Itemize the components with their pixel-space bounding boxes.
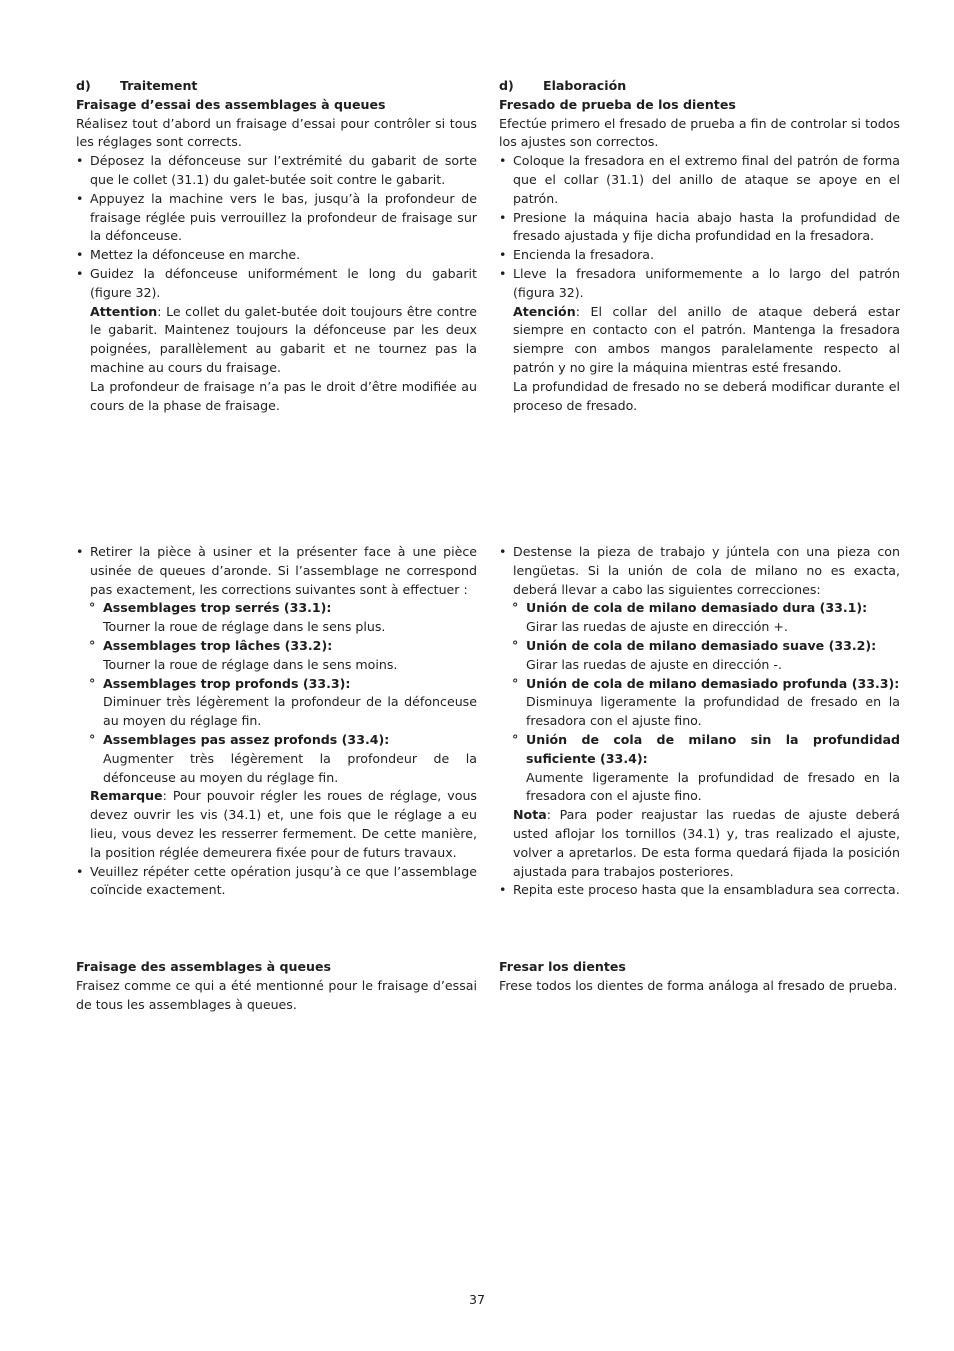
section-heading xyxy=(499,77,900,96)
correction-text: Disminuya ligeramente la profundidad de fresado en la fresadora con el ajuste fino. xyxy=(526,694,900,729)
bullet-item: • Veuillez répéter cette opération jusqu’à ce que l’assemblage coïncide exactement. xyxy=(76,863,477,901)
remark-note xyxy=(76,787,477,862)
attention-note xyxy=(76,303,477,378)
degree-marker: ° xyxy=(512,675,519,691)
es-section-processing xyxy=(499,77,900,415)
bullet-item: • Retirer la pièce à usiner et la présenter face à une pièce usinée de queues d’aronde. Si l’assemblage ne correspond pas exactement, les corrections suivantes sont à effectuer : xyxy=(76,543,477,599)
remark-text: : Para poder reajustar las ruedas de ajuste deberá usted aflojar los tornillos (34.1) y, tras realizado el ajuste, volver a apretarlos. De esta forma quedará fijada la posición ajustada para trabajos posteriores. xyxy=(513,807,900,879)
depth-note: La profondeur de fraisage n’a pas le droit d’être modifiée au cours de la phase de fraisage. xyxy=(90,378,477,413)
correction-text: Aumente ligeramente la profundidad de fresado en la fresadora con el ajuste fino. xyxy=(526,769,900,804)
bullet-item: • Encienda la fresadora. xyxy=(499,246,900,265)
section-heading xyxy=(76,77,477,96)
bullet-item: • Déposez la défonceuse sur l’extrémité du gabarit de sorte que le collet (31.1) du galet-butée soit contre le gabarit. xyxy=(76,152,477,190)
correction-title: Assemblages pas assez profonds (33.4): xyxy=(103,731,390,747)
degree-marker: ° xyxy=(89,637,96,653)
page-number: 37 xyxy=(468,1292,486,1307)
remark-label: Nota xyxy=(513,807,547,823)
fr-section-processing xyxy=(76,77,477,415)
paragraph: Fraisez comme ce qui a été mentionné pour le fraisage d’essai de tous les assemblages à queues. xyxy=(76,977,477,1012)
correction-item xyxy=(499,599,900,637)
correction-title: Unión de cola de milano demasiado suave (33.2): xyxy=(526,637,877,653)
attention-label: Atención xyxy=(513,303,576,319)
correction-title: Assemblages trop serrés (33.1): xyxy=(103,600,332,616)
correction-title: Unión de cola de milano demasiado dura (33.1): xyxy=(526,600,868,616)
correction-item xyxy=(76,599,477,637)
degree-marker: ° xyxy=(89,675,96,691)
section-title: Traitement xyxy=(120,78,198,93)
remark-text: : Pour pouvoir régler les roues de réglage, vous devez ouvrir les vis (34.1) et, une fois que le réglage a eu lieu, vous devez les resserrer fermement. De cette manière, la position réglée demeurera fixée pour de futurs travaux. xyxy=(90,788,477,860)
bullet-item: • Coloque la fresadora en el extremo final del patrón de forma que el collar (31.1) del anillo de ataque se apoye en el patrón. xyxy=(499,152,900,208)
degree-marker: ° xyxy=(512,731,519,747)
degree-marker: ° xyxy=(89,600,96,616)
correction-item xyxy=(499,675,900,731)
bullet-item: • Mettez la défonceuse en marche. xyxy=(76,246,477,265)
correction-title: Assemblages trop lâches (33.2): xyxy=(103,637,333,653)
intro-paragraph: Réalisez tout d’abord un fraisage d’essai pour contrôler si tous les réglages sont corrects. xyxy=(76,115,477,150)
fr-section-corrections xyxy=(76,543,477,900)
es-section-dovetail-milling xyxy=(499,958,900,996)
attention-text: : Le collet du galet-butée doit toujours être contre le gabarit. Maintenez toujours la défonceuse par les deux poignées, parallèlement au gabarit et ne tournez pas la machine au cours du fraisage. xyxy=(90,303,477,375)
correction-text: Girar las ruedas de ajuste en dirección +. xyxy=(526,619,788,635)
correction-title: Unión de cola de milano demasiado profunda (33.3): xyxy=(526,675,900,691)
section-title: Elaboración xyxy=(543,78,627,93)
es-section-corrections xyxy=(499,543,900,900)
attention-text: : El collar del anillo de ataque deberá estar siempre en contacto con el patrón. Mantenga la fresadora siempre con ambos mangos paralelamente respecto al patrón y no gire la máquina mientras esté fresando. xyxy=(513,303,900,375)
degree-marker: ° xyxy=(512,637,519,653)
correction-title: Unión de cola de milano sin la profundidad suficiente (33.4): xyxy=(526,731,900,766)
correction-item xyxy=(76,675,477,731)
subheading: Fresar los dientes xyxy=(499,959,626,974)
subheading: Fresado de prueba de los dientes xyxy=(499,96,736,112)
paragraph: Frese todos los dientes de forma análoga al fresado de prueba. xyxy=(499,977,898,993)
section-letter: d) xyxy=(499,78,514,93)
bullet-item: • Destense la pieza de trabajo y júntela con una pieza con lengüetas. Si la unión de cola de milano no es exacta, deberá llevar a cabo las siguientes correcciones: xyxy=(499,543,900,599)
correction-text: Girar las ruedas de ajuste en dirección -. xyxy=(526,656,782,672)
bullet-item: • Presione la máquina hacia abajo hasta la profundidad de fresado ajustada y fije dicha profundidad en la fresadora. xyxy=(499,209,900,247)
subheading: Fraisage des assemblages à queues xyxy=(76,959,332,974)
bullet-item: • Repita este proceso hasta que la ensambladura sea correcta. xyxy=(499,881,900,900)
bullet-item: • Appuyez la machine vers le bas, jusqu’à la profondeur de fraisage réglée puis verrouillez la profondeur de fraisage sur la défonceuse. xyxy=(76,190,477,246)
remark-note xyxy=(499,806,900,881)
degree-marker: ° xyxy=(512,600,519,616)
correction-item xyxy=(76,731,477,787)
remark-label: Remarque xyxy=(90,788,163,804)
attention-note xyxy=(499,303,900,378)
subheading: Fraisage d’essai des assemblages à queues xyxy=(76,96,386,112)
correction-item xyxy=(499,637,900,675)
degree-marker: ° xyxy=(89,731,96,747)
correction-text: Tourner la roue de réglage dans le sens plus. xyxy=(103,619,386,635)
correction-text: Diminuer très légèrement la profondeur de la défonceuse au moyen du réglage fin. xyxy=(103,694,477,729)
fr-section-dovetail-milling xyxy=(76,958,477,1014)
bullet-item: • Lleve la fresadora uniformemente a lo largo del patrón (figura 32). xyxy=(499,265,900,303)
attention-label: Attention xyxy=(90,303,158,319)
section-letter: d) xyxy=(76,78,91,93)
correction-text: Tourner la roue de réglage dans le sens moins. xyxy=(103,656,398,672)
correction-title: Assemblages trop profonds (33.3): xyxy=(103,675,351,691)
depth-note: La profundidad de fresado no se deberá modificar durante el proceso de fresado. xyxy=(513,378,900,413)
correction-item xyxy=(499,731,900,806)
correction-item xyxy=(76,637,477,675)
intro-paragraph: Efectúe primero el fresado de prueba a fin de controlar si todos los ajustes son correctos. xyxy=(499,115,900,150)
bullet-item: • Guidez la défonceuse uniformément le long du gabarit (figure 32). xyxy=(76,265,477,303)
correction-text: Augmenter très légèrement la profondeur de la défonceuse au moyen du réglage fin. xyxy=(103,750,477,785)
